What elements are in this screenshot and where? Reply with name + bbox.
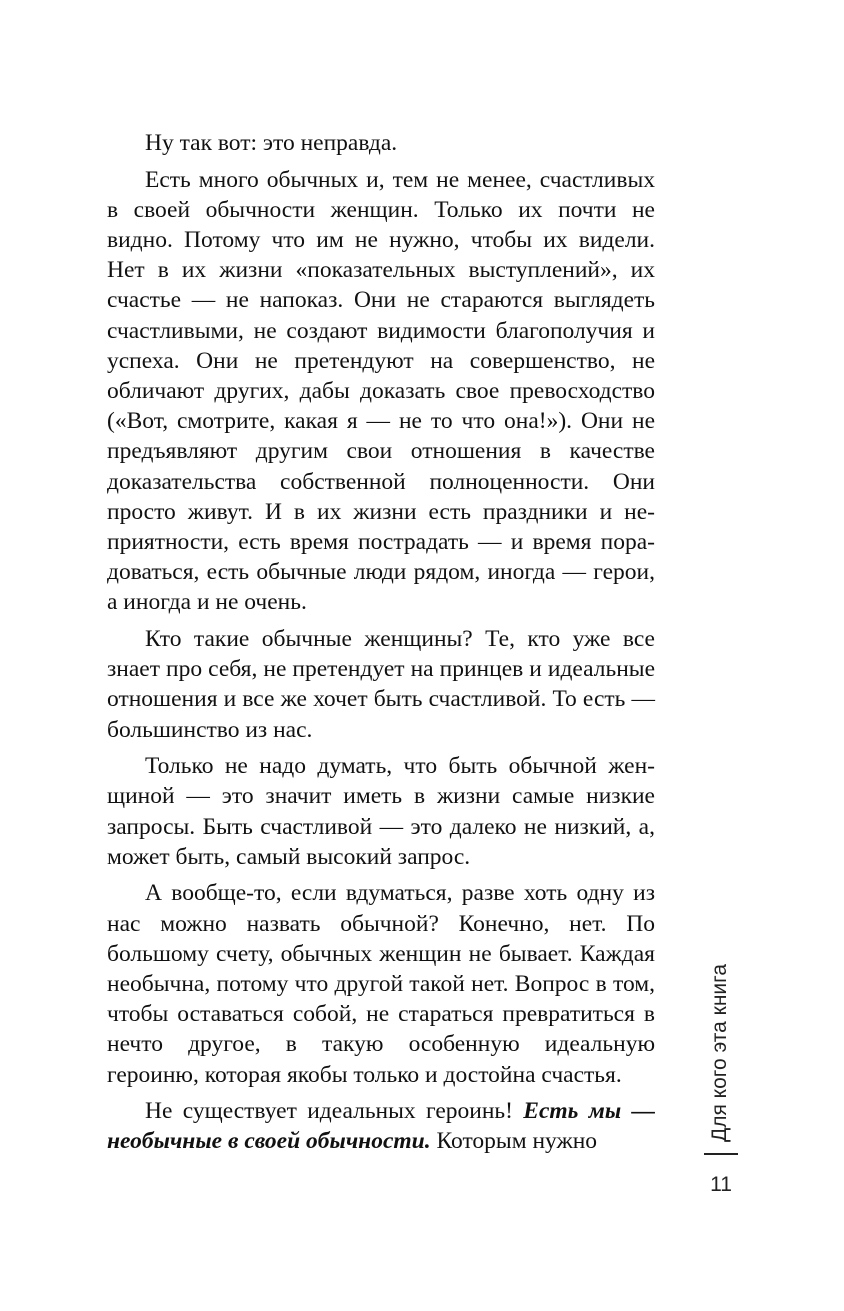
paragraph-4: Только не надо думать, что быть обычной женщиной — это значит иметь в жизни самые низкие запросы. Быть счастливой — это далеко не низкий, а, может быть, самый высокий запрос. [107, 753, 655, 870]
paragraph-2: Есть много обычных и, тем не менее, счастливых в своей обычности женщин. Только их почти не видно. Потому что им не нужно, чтобы их видели. Нет в их жизни «показательных выступлений», их счастье — не напоказ. Они не стараются выглядеть счастливыми, не создают видимости благополучия и успеха. Они не претендуют на совершенство, не обличают других, дабы доказать свое превосходство («Вот, смотрите, какая я — не то что она!»). Они не предъявляют другим свои отношения в качестве доказательства собственной полноценности. Они просто живут. И в их жизни есть праздники и неприятности, есть время пострадать — и время порадоваться, есть обычные люди рядом, иногда — герои, а иногда и не очень. [107, 166, 655, 616]
body-text [107, 128, 655, 1157]
paragraph-6 [107, 1096, 655, 1156]
page-number: 11 [710, 1173, 732, 1196]
paragraph-5: А вообще-то, если вдуматься, разве хоть одну из нас можно назвать обычной? Конечно, нет. По большому счету, обычных женщин не бывает. Каждая необычна, потому что другой такой нет. Вопрос в том, чтобы оставаться собой, не стараться превратиться в нечто другое, в такую особенную идеальную героиню, которая якобы только и достойна счастья. [107, 880, 655, 1088]
running-head: Для кого эта книга [708, 963, 731, 1142]
paragraph-1: Ну так вот: это неправда. [145, 130, 398, 156]
folio-rule [704, 1153, 738, 1155]
paragraph-6-lead: Не существует идеальных героинь! [145, 1098, 524, 1125]
emphasized-phrase: Есть мы — необычные в своей обычности. [107, 1098, 656, 1155]
paragraph-3: Кто такие обычные женщины? Те, кто уже все знает про себя, не претендует на принцев и идеальные отношения и все же хочет быть счастливой. То есть — большинство из нас. [107, 626, 655, 743]
paragraph-6-tail: Которым нужно [430, 1128, 598, 1155]
